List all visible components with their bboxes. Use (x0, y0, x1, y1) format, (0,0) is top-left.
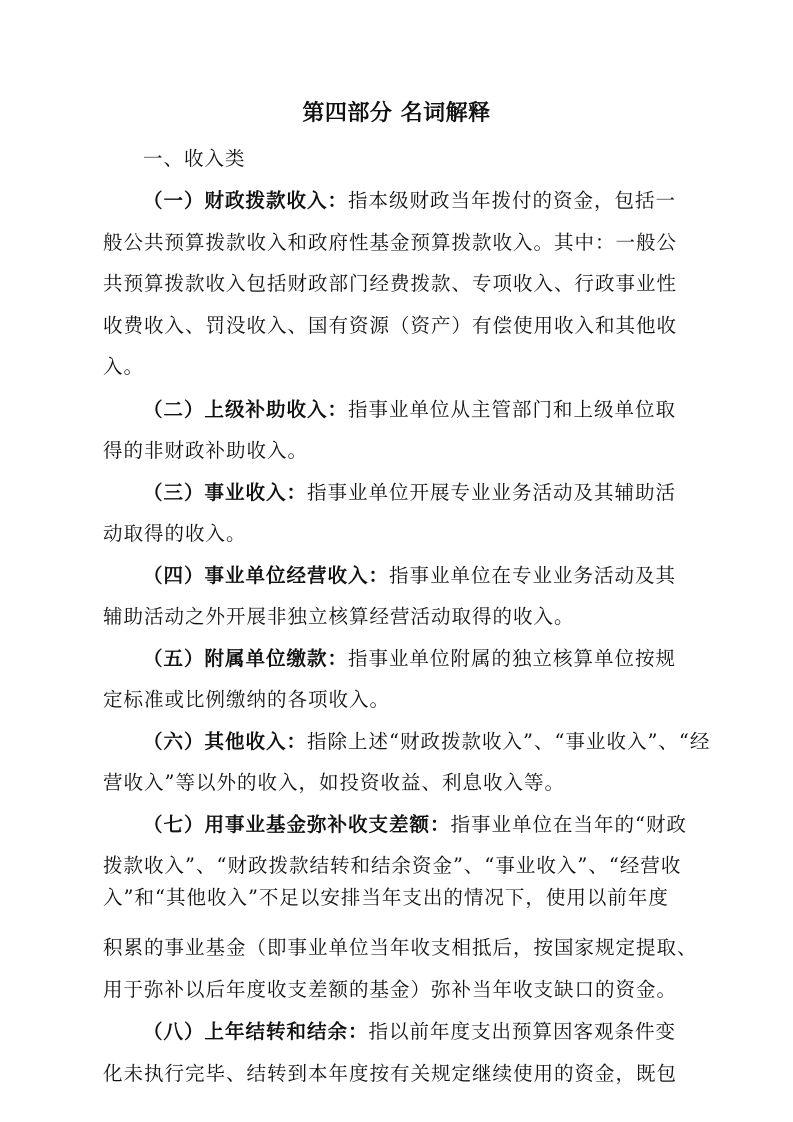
page-title: 第四部分 名词解释 (302, 101, 491, 126)
item-text: 指事业单位开展专业业务活动及其辅助活 (307, 481, 677, 504)
item-marker: （一） (143, 189, 205, 212)
paragraph-line: 营收入”等以外的收入，如投资收益、利息收入等。 (103, 771, 565, 794)
section-heading: 一、收入类 (143, 147, 246, 170)
item-marker: （三） (143, 481, 205, 504)
paragraph-line: 得的非财政补助收入。 (103, 439, 309, 462)
paragraph-line: 拨款收入”、“财政拨款结转和结余资金”、“事业收入”、“经营收 (103, 854, 682, 877)
paragraph-line: 化未执行完毕、结转到本年度按有关规定继续使用的资金，既包 (103, 1062, 678, 1085)
paragraph-5-first-line (143, 647, 676, 671)
paragraph-6-first-line (143, 730, 710, 754)
item-marker: （七） (143, 813, 205, 836)
item-term: 财政拨款收入： (204, 189, 349, 212)
item-text: 指除上述“财政拨款收入”、“事业收入”、“经 (307, 730, 711, 753)
paragraph-line: 入。 (103, 355, 145, 378)
item-term: 上年结转和结余： (204, 1020, 369, 1043)
paragraph-line: 入”和“其他收入”不足以安排当年支出的情况下，使用以前年度 (103, 886, 669, 909)
item-marker: （二） (143, 398, 205, 421)
paragraph-4-first-line (143, 564, 676, 588)
paragraph-1-first-line (143, 189, 676, 213)
paragraph-line: 收费收入、罚没收入、国有资源（资产）有偿使用收入和其他收 (103, 314, 678, 337)
item-term: 上级补助收入： (204, 398, 349, 421)
item-term: 其他收入： (204, 730, 308, 753)
paragraph-line: 动取得的收入。 (103, 522, 247, 545)
item-marker: （六） (143, 730, 205, 753)
paragraph-line: 辅助活动之外开展非独立核算经营活动取得的收入。 (103, 605, 575, 628)
paragraph-line: 共预算拨款收入包括财政部门经费拨款、专项收入、行政事业性 (103, 272, 678, 295)
item-term: 事业单位经营收入： (204, 564, 390, 587)
item-text: 指以前年度支出预算因客观条件变 (368, 1020, 677, 1043)
item-term: 附属单位缴款： (204, 647, 349, 670)
paragraph-3-first-line (143, 481, 676, 505)
paragraph-line: 定标准或比例缴纳的各项收入。 (103, 688, 391, 711)
item-marker: （四） (143, 564, 205, 587)
item-term: 事业收入： (204, 481, 308, 504)
item-text: 指事业单位在专业业务活动及其 (389, 564, 677, 587)
item-marker: （五） (143, 647, 205, 670)
paragraph-line: 般公共预算拨款收入和政府性基金预算拨款收入。其中：一般公 (103, 231, 678, 254)
item-text: 指事业单位从主管部门和上级单位取 (348, 398, 677, 421)
item-text: 指事业单位在当年的“财政 (450, 813, 688, 836)
paragraph-2-first-line (143, 398, 676, 422)
paragraph-line: 用于弥补以后年度收支差额的基金）弥补当年收支缺口的资金。 (103, 978, 678, 1001)
paragraph-7-first-line (143, 813, 687, 837)
item-marker: （八） (143, 1020, 205, 1043)
item-text: 指事业单位附属的独立核算单位按规 (348, 647, 677, 670)
item-text: 指本级财政当年拨付的资金，包括一 (348, 189, 677, 212)
paragraph-line: 积累的事业基金（即事业单位当年收支相抵后，按国家规定提取、 (103, 936, 698, 959)
paragraph-8-first-line (143, 1020, 676, 1044)
item-term: 用事业基金弥补收支差额： (204, 813, 451, 836)
